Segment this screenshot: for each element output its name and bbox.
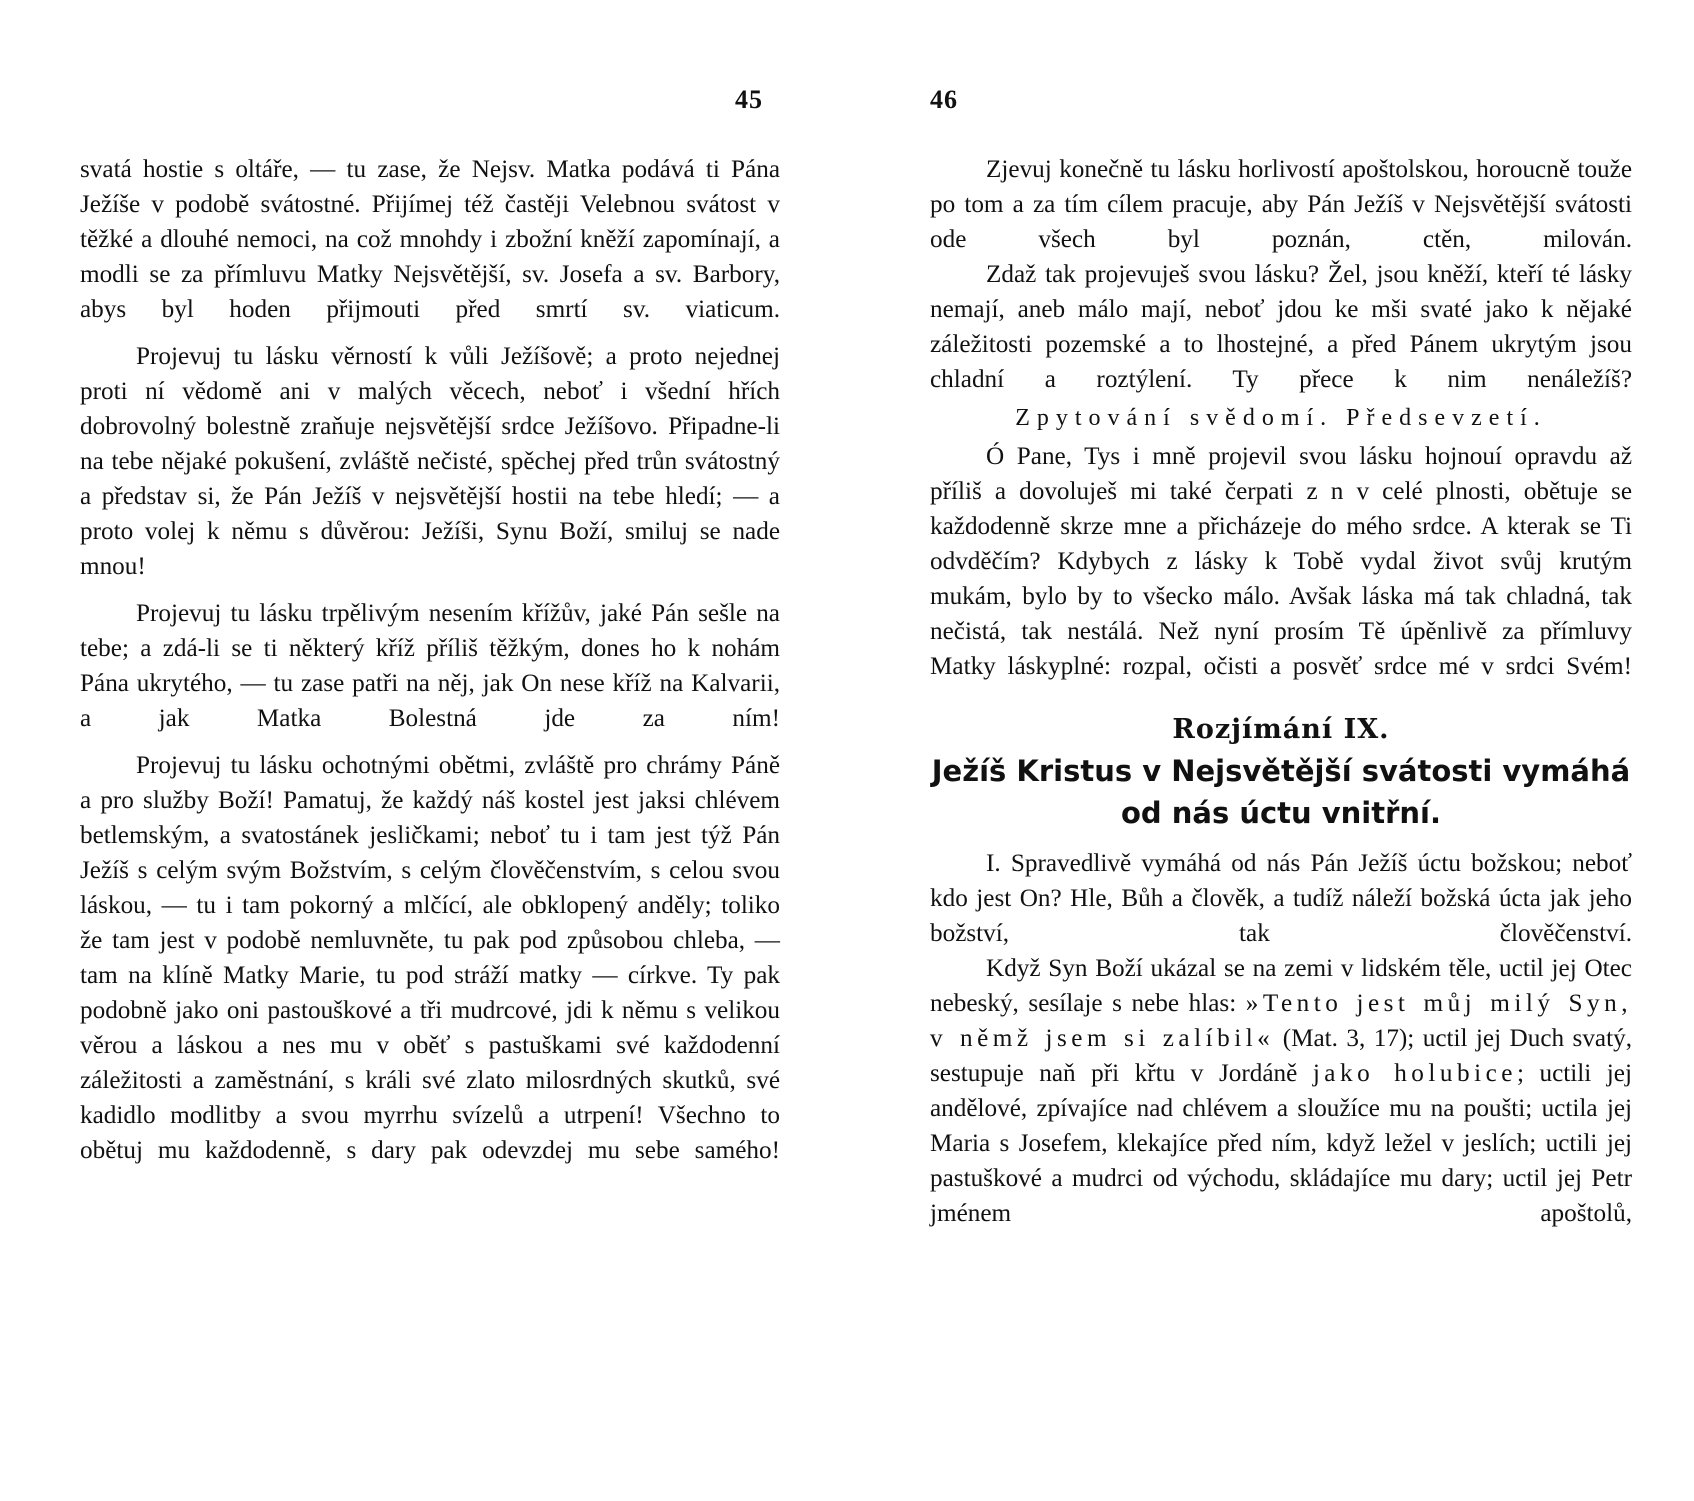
paragraph-apostolic-zeal: Zjevuj konečně tu lásku horlivostí apoštolskou, horoucně touže po tom a za tím cílem pracuje, aby Pán Ježíš v Nejsvětější svátosti ode všech byl poznán, ctěn, milován.	[930, 156, 1632, 253]
right-page-number: 46	[930, 85, 958, 114]
paragraph-sacrifices: Projevuj tu lásku ochotnými obětmi, zvláště pro chrámy Páně a pro služby Boží! Pamatuj, že každý náš kostel jest jaksi chlévem betlemským, a svatostánek jesličkami; neboť tu i tam jest týž Pán Ježíš s celým svým Božstvím, s celým člověčenstvím, s celou svou láskou, — tu i tam pokorný a mlčící, ale obklopený anděly; toliko že tam jest v podobě nemluvněte, tu pak pod způsobou chleba, — tam na klíně Matky Marie, tu pod stráží matky — církve. Ty pak podobně jako oni pastouškové a tři mudrcové, jdi k němu s velikou věrou a láskou a nes mu v oběť s pastuškami své každodenní záležitosti a zaměstnání, s králi své zlato milosrdných skutků, své kadidlo modlitby a svou myrrhu svízelů a utrpení! Všechno to obětuj mu každodenně, s dary pak odevzdej mu sebe samého!	[80, 752, 780, 1164]
left-page-body	[80, 152, 780, 1168]
closing-part-2: (Mat. 3, 17); uctil jej Duch svatý, sestupuje naň při křtu v Jordáně	[930, 1025, 1632, 1087]
prayer-paragraph: Ó Pane, Tys i mně projevil svou lásku hojnouí opravdu až příliš a dovoluješ mi také čerpati z n v celé plnosti, obětuje se každodenně skrze mne a přicházeje do mého srdce. A kterak se Ti odvděčím? Kdybych z lásky k Tobě vydal život svůj krutým mukám, bylo by to všecko málo. Avšak láska má tak chladná, tak nečistá, tak nestálá. Než nyní prosím Tě úpěnlivě za přímluvy Matky láskyplné: rozpal, očisti a posvěť srdce mé v srdci Svém!	[930, 443, 1632, 680]
closing-part-3: ; uctili jej andělové, zpívajíce nad chlévem a sloužíce mu na poušti; uctila jej Maria s Josefem, klekajíce před ním, když ležel v jeslích; uctili jej pastuškové a mudrci od východu, skládajíce mu dary; uctil jej Petr jménem apoštolů,	[930, 1060, 1632, 1227]
chapter-subtitle-line2: od nás úctu vnitřní.	[1120, 796, 1442, 830]
left-page-number: 45	[735, 85, 763, 114]
paragraph-viaticum: svatá hostie s oltáře, — tu zase, že Nejsv. Matka podává ti Pána Ježíše v podobě svátostné. Přijímej též častěji Velebnou svátost v těžké a dlouhé nemoci, na což mnohdy i zbožní kněží zapomínají, a modli se za přímluvu Matky Nejsvětější, sv. Josefa a sv. Barbory, abys byl hoden přijmouti před smrtí sv. viaticum.	[80, 156, 780, 323]
chapter-title: Rozjímání IX.	[1172, 714, 1390, 745]
closing-paragraph	[930, 951, 1632, 1231]
chapter-subtitle	[930, 750, 1632, 834]
right-page-body	[930, 152, 1632, 1231]
paragraph-self-examination: Zdaž tak projevuješ svou lásku? Žel, jsou kněží, kteří té lásky nemají, aneb málo mají, neboť jdou ke mši svaté jako k nějaké záležitosti pozemské a to lhostejné, a před Pánem ukrytým jsou chladní a roztýlení. Ty přece k nim nenáležíš?	[930, 261, 1632, 393]
chapter-subtitle-line1: Ježíš Kristus v Nejsvětější svátosti vymáhá	[931, 754, 1631, 788]
paragraph-crosses: Projevuj tu lásku trpělivým nesením křížův, jaké Pán sešle na tebe; a zdá-li se ti některý kříž příliš těžkým, dones ho k nohám Pána ukrytého, — tu zase patři na něj, jak On nese kříž na Kalvarii, a jak Matka Bolestná jde za ním!	[80, 600, 780, 732]
closing-part-1: Když Syn Boží ukázal se na zemi v lidském těle, uctil jej Otec nebeský, sesílaje s nebe hlas:	[930, 955, 1632, 1017]
father-quote: »Tento jest můj milý Syn, v němž jsem si zalíbil«	[930, 990, 1633, 1052]
examination-heading: Zpytování svědomí. Předsevzetí.	[1015, 405, 1547, 431]
dove-phrase: jako holubice	[1312, 1060, 1517, 1087]
paragraph-fidelity: Projevuj tu lásku věrností k vůli Ježíšově; a proto nejednej proti ní vědomě ani v malých věcech, neboť i všední hřích dobrovolný bolestně zraňuje nejsvětější srdce Ježíšovo. Připadne-li na tebe nějaké pokušení, zvláště nečisté, spěchej před trůn svátostný a představ si, že Pán Ježíš v nejsvětější hostii na tebe hledí; — a proto volej k němu s důvěrou: Ježíši, Synu Boží, smiluj se nade mnou!	[80, 343, 780, 580]
section-one-paragraph: I. Spravedlivě vymáhá od nás Pán Ježíš úctu božskou; neboť kdo jest On? Hle, Bůh a člověk, a tudíž náleží božská úcta jak jeho božství, tak člověčenství.	[930, 850, 1632, 947]
